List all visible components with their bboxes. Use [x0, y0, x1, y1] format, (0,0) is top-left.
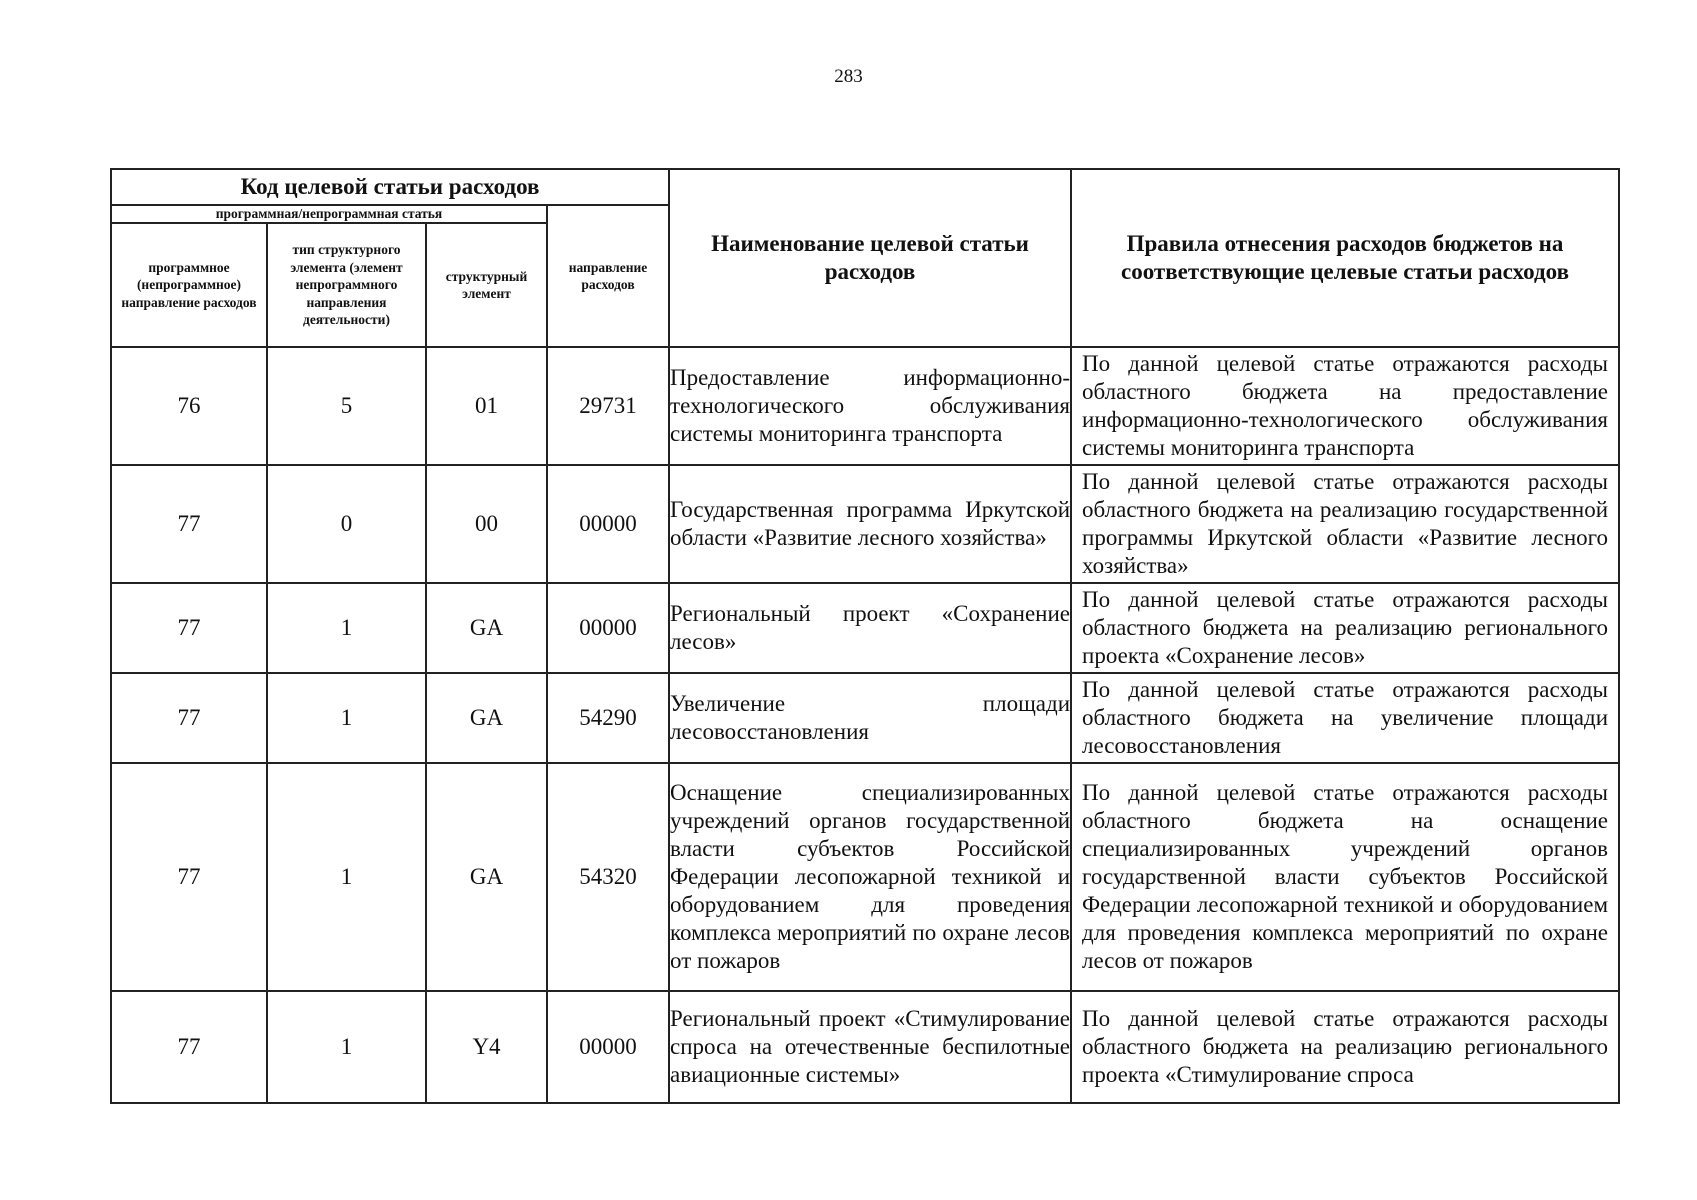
element-code-cell: GA [426, 583, 547, 673]
article-name-cell: Оснащение специализированных учреждений органов государственной власти субъектов Российской Федерации лесопожарной техникой и оборудованием для проведения комплекса мероприятий по охране лесов от пожаров [669, 763, 1071, 991]
direction-code-cell: 00000 [547, 991, 669, 1103]
article-rule-cell: По данной целевой статье отражаются расходы областного бюджета на реализацию регионального проекта «Стимулирование спроса [1071, 991, 1619, 1103]
table-header [111, 169, 1619, 347]
rules-column-header: Правила отнесения расходов бюджетов на соответствующие целевые статьи расходов [1071, 169, 1619, 347]
direction-code-cell: 54290 [547, 673, 669, 763]
structural-element-header: структурный элемент [426, 223, 547, 347]
table-row [111, 347, 1619, 465]
type-code-cell: 1 [267, 991, 426, 1103]
element-code-cell: 01 [426, 347, 547, 465]
program-code-cell: 77 [111, 583, 267, 673]
element-code-cell: GA [426, 673, 547, 763]
element-type-header: тип структурного элемента (элемент непрограммного направления деятельности) [267, 223, 426, 347]
article-name-cell: Государственная программа Иркутской области «Развитие лесного хозяйства» [669, 465, 1071, 583]
program-code-cell: 77 [111, 763, 267, 991]
direction-code-cell: 00000 [547, 583, 669, 673]
direction-code-cell: 29731 [547, 347, 669, 465]
article-rule-cell: По данной целевой статье отражаются расходы областного бюджета на увеличение площади лесовосстановления [1071, 673, 1619, 763]
element-code-cell: 00 [426, 465, 547, 583]
article-rule-cell: По данной целевой статье отражаются расходы областного бюджета на реализацию государственной программы Иркутской области «Развитие лесного хозяйства» [1071, 465, 1619, 583]
type-code-cell: 1 [267, 763, 426, 991]
element-code-cell: GA [426, 763, 547, 991]
article-name-cell: Региональный проект «Стимулирование спроса на отечественные беспилотные авиационные системы» [669, 991, 1071, 1103]
program-code-cell: 77 [111, 465, 267, 583]
program-code-cell: 77 [111, 673, 267, 763]
table-row [111, 763, 1619, 991]
target-expense-table [110, 168, 1620, 1104]
direction-code-cell: 54320 [547, 763, 669, 991]
table-row [111, 673, 1619, 763]
direction-code-cell: 00000 [547, 465, 669, 583]
program-article-header: программная/непрограммная статья [111, 205, 547, 223]
element-code-cell: Y4 [426, 991, 547, 1103]
program-code-cell: 77 [111, 991, 267, 1103]
type-code-cell: 1 [267, 583, 426, 673]
code-title-header: Код целевой статьи расходов [111, 169, 669, 205]
page-number: 283 [834, 66, 863, 87]
name-column-header: Наименование целевой статьи расходов [669, 169, 1071, 347]
table-row [111, 991, 1619, 1103]
article-name-cell: Региональный проект «Сохранение лесов» [669, 583, 1071, 673]
article-name-cell: Предоставление информационно-технологического обслуживания системы мониторинга транспорта [669, 347, 1071, 465]
type-code-cell: 1 [267, 673, 426, 763]
table-row [111, 465, 1619, 583]
program-code-cell: 76 [111, 347, 267, 465]
expense-direction-header: направление расходов [547, 205, 669, 347]
type-code-cell: 5 [267, 347, 426, 465]
table-body [111, 347, 1619, 1103]
table-row [111, 583, 1619, 673]
article-name-cell: Увеличение площади лесовосстановления [669, 673, 1071, 763]
article-rule-cell: По данной целевой статье отражаются расходы областного бюджета на оснащение специализированных учреждений органов государственной власти субъектов Российской Федерации лесопожарной техникой и оборудованием для проведения комплекса мероприятий по охране лесов от пожаров [1071, 763, 1619, 991]
program-direction-header: программное (непрограммное) направление расходов [111, 223, 267, 347]
article-rule-cell: По данной целевой статье отражаются расходы областного бюджета на предоставление информационно-технологического обслуживания системы мониторинга транспорта [1071, 347, 1619, 465]
type-code-cell: 0 [267, 465, 426, 583]
article-rule-cell: По данной целевой статье отражаются расходы областного бюджета на реализацию регионального проекта «Сохранение лесов» [1071, 583, 1619, 673]
